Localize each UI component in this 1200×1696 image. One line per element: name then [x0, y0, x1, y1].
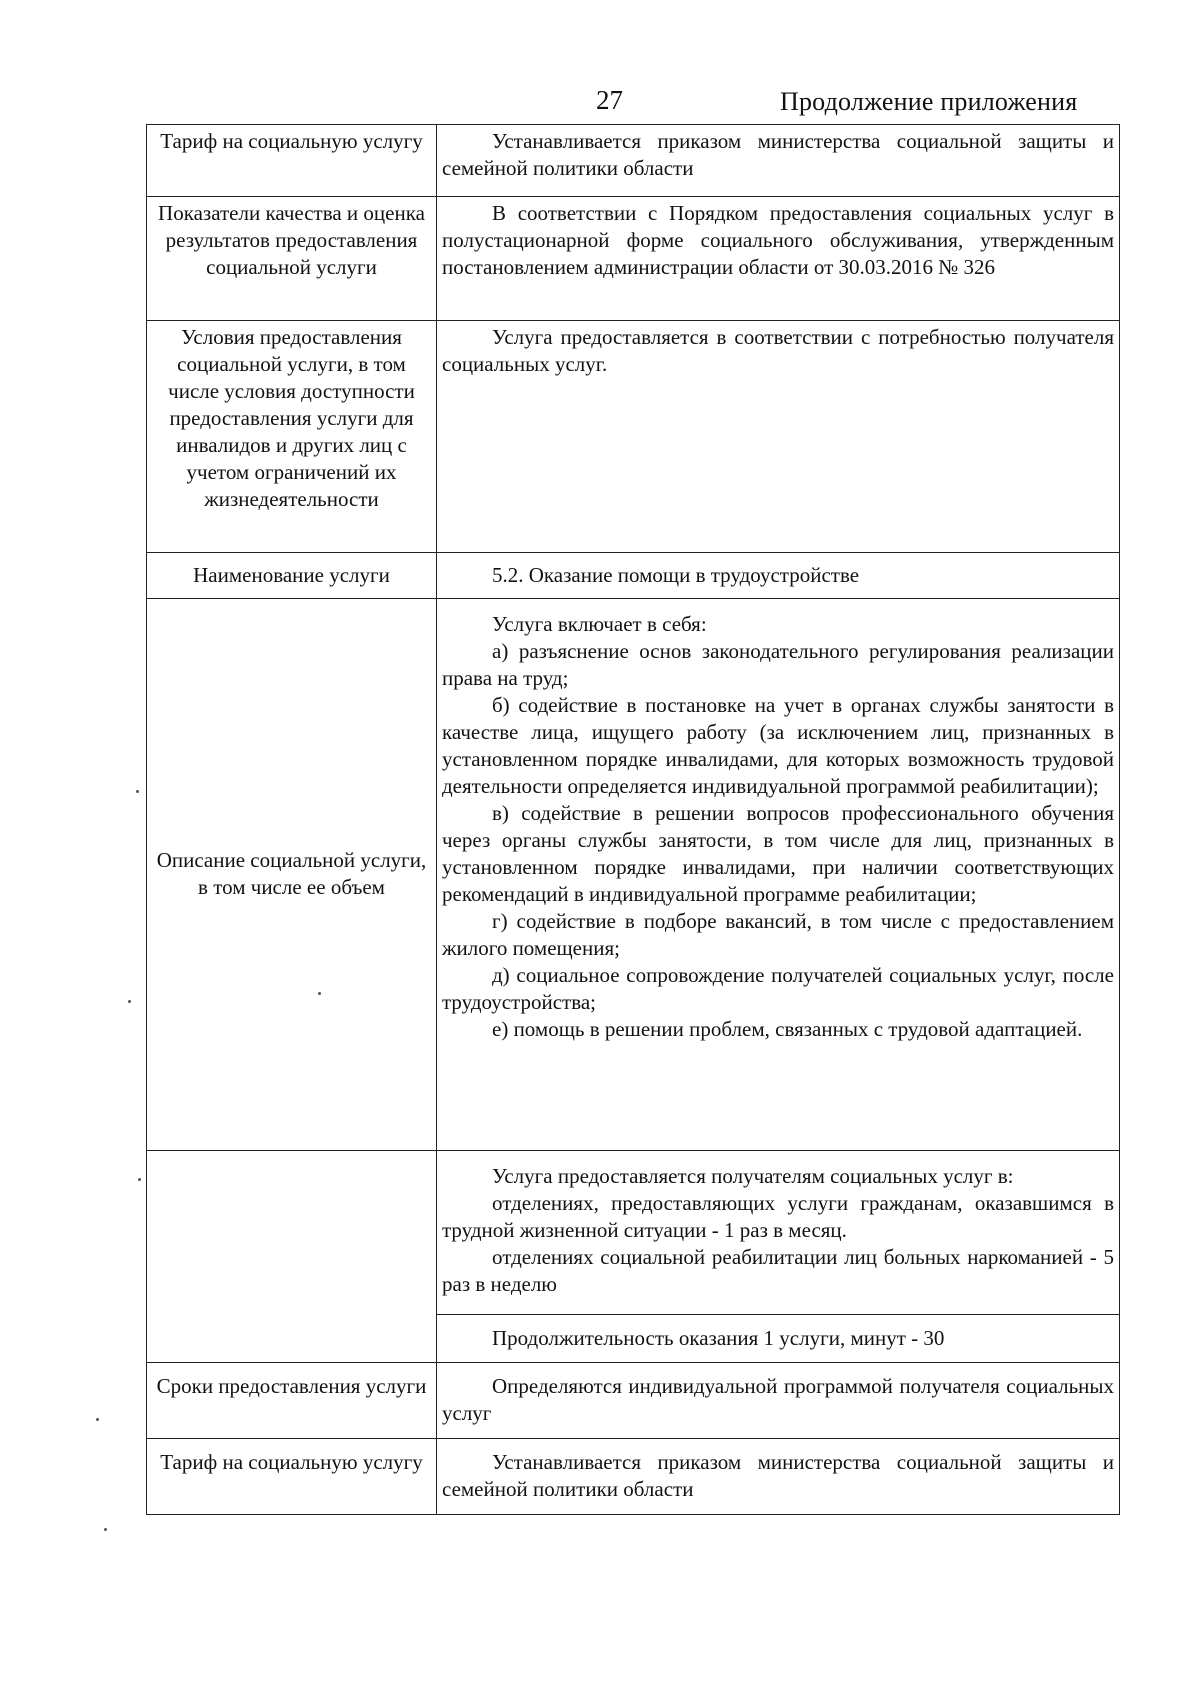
- description-item-e: е) помощь в решении проблем, связанных с трудовой адаптацией.: [492, 1017, 1083, 1041]
- row-label-terms: Сроки предоставления услуги: [147, 1363, 437, 1439]
- description-item-a: а) разъяснение основ законодательного регулирования реализации права на труд;: [442, 639, 1114, 690]
- row-label-empty: [147, 1151, 437, 1363]
- table-row: [147, 125, 1120, 197]
- row-label-service-name: Наименование услуги: [147, 553, 437, 599]
- description-item-g: г) содействие в подборе вакансий, в том числе с предоставлением жилого помещения;: [442, 909, 1114, 960]
- page-number: 27: [596, 85, 623, 115]
- row-value-description: [437, 599, 1120, 1151]
- frequency-intro: Услуга предоставляется получателям социальных услуг в:: [492, 1164, 1014, 1188]
- frequency-item-2: отделениях социальной реабилитации лиц больных наркоманией - 5 раз в неделю: [442, 1245, 1114, 1296]
- speck-mark: [128, 1000, 131, 1003]
- row-label-tariff-bottom: Тариф на социальную услугу: [147, 1439, 437, 1515]
- description-intro: Услуга включает в себя:: [492, 612, 707, 636]
- speck-mark: [138, 1178, 141, 1181]
- row-label-description: Описание социальной услуги, в том числе ее объем: [147, 599, 437, 1151]
- duration-text: Продолжительность оказания 1 услуги, минут - 30: [492, 1325, 945, 1350]
- row-value-tariff-bottom: [437, 1439, 1120, 1515]
- speck-mark: [136, 790, 139, 793]
- table-row: [147, 321, 1120, 553]
- conditions-text: Услуга предоставляется в соответствии с потребностью получателя социальных услуг.: [442, 325, 1114, 376]
- table-row: [147, 197, 1120, 321]
- description-item-d: д) социальное сопровождение получателей социальных услуг, после трудоустройства;: [442, 963, 1114, 1014]
- row-label-conditions: Условия предоставления социальной услуги, в том числе условия доступности предоставления услуги для инвалидов и других лиц с учетом ограничений их жизнедеятельности: [147, 321, 437, 553]
- table-row: [147, 1151, 1120, 1315]
- frequency-item-1: отделениях, предоставляющих услуги гражданам, оказавшимся в трудной жизненной ситуации - 1 раз в месяц.: [442, 1191, 1114, 1242]
- quality-text: В соответствии с Порядком предоставления социальных услуг в полустационарной форме социального обслуживания, утвержденным постановлением администрации области от 30.03.2016 № 326: [442, 201, 1114, 279]
- speck-mark: [318, 992, 321, 995]
- row-label-tariff: Тариф на социальную услугу: [147, 125, 437, 197]
- terms-text: Определяются индивидуальной программой получателя социальных услуг: [442, 1374, 1114, 1425]
- row-label-quality: Показатели качества и оценка результатов предоставления социальной услуги: [147, 197, 437, 321]
- continuation-heading: Продолжение приложения: [780, 87, 1078, 116]
- table-row: [147, 1363, 1120, 1439]
- table-row: [147, 599, 1120, 1151]
- row-value-terms: [437, 1363, 1120, 1439]
- row-value-tariff: [437, 125, 1120, 197]
- service-name-text: 5.2. Оказание помощи в трудоустройстве: [492, 562, 860, 587]
- row-value-conditions: [437, 321, 1120, 553]
- speck-mark: [96, 1418, 99, 1421]
- table-row: [147, 553, 1120, 599]
- description-item-v: в) содействие в решении вопросов профессионального обучения через органы службы занятости, в том числе для лиц, признанных в установленном порядке инвалидами, при наличии соответствующих рекомендаций в индивидуальной программе реабилитации;: [442, 801, 1114, 906]
- speck-mark: [104, 1528, 107, 1531]
- tariff-text: Устанавливается приказом министерства социальной защиты и семейной политики области: [442, 129, 1114, 180]
- row-value-quality: [437, 197, 1120, 321]
- row-value-service-name: [437, 553, 1120, 599]
- row-value-frequency: [437, 1151, 1120, 1315]
- row-value-duration: [437, 1315, 1120, 1363]
- table-row: [147, 1439, 1120, 1515]
- tariff-bottom-text: Устанавливается приказом министерства социальной защиты и семейной политики области: [442, 1450, 1114, 1501]
- description-item-b: б) содействие в постановке на учет в органах службы занятости в качестве лица, ищущего работу (за исключением лиц, признанных в установленном порядке инвалидами, для которых возможность трудовой деятельности определяется индивидуальной программой реабилитации);: [442, 693, 1114, 798]
- services-table: [146, 124, 1120, 1515]
